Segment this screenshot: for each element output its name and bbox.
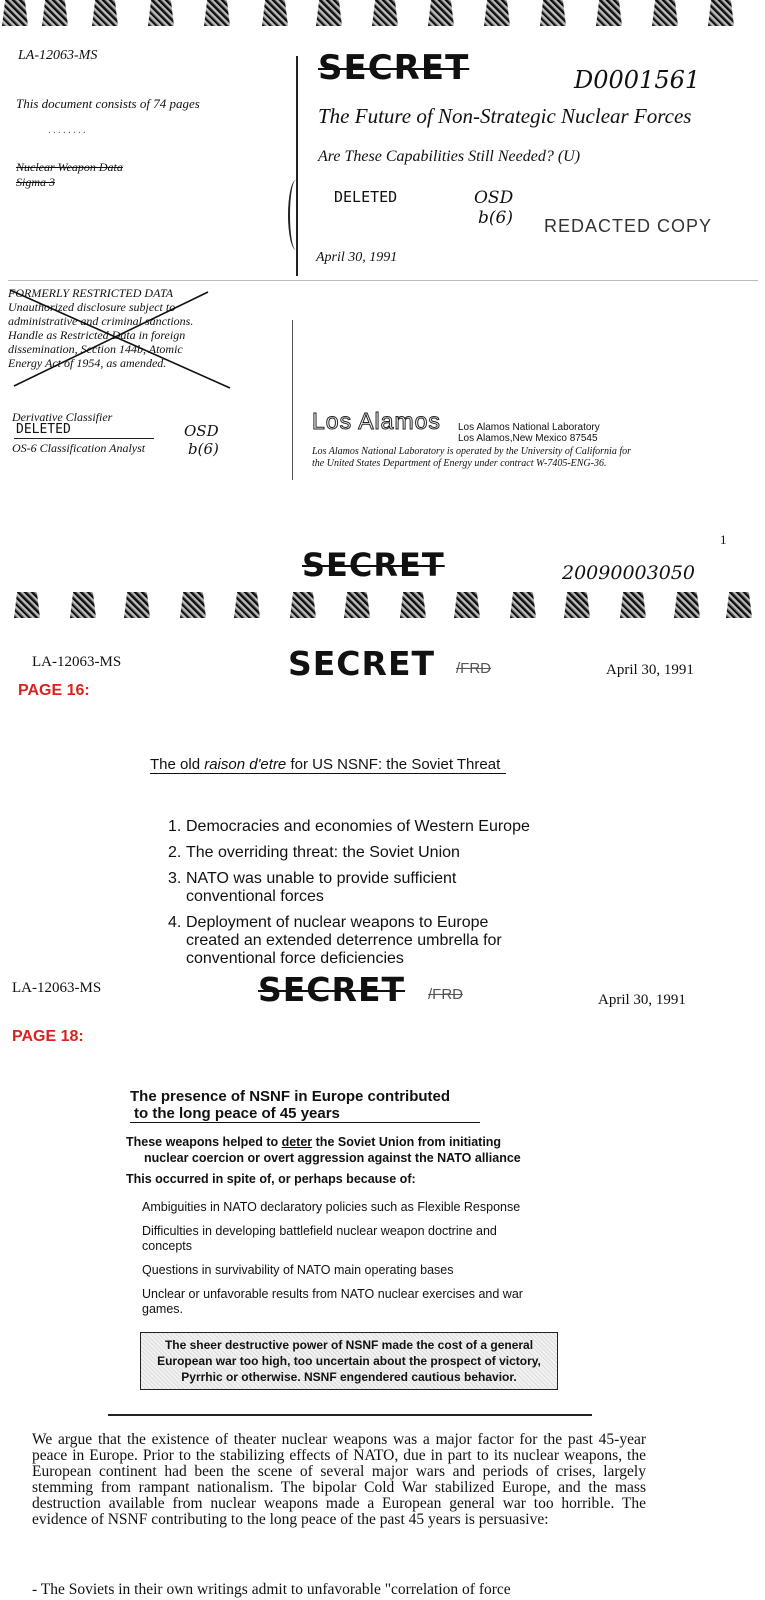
list-item: 3. NATO was unable to provide sufficient conventional forces bbox=[168, 870, 457, 905]
document-subtitle: Are These Capabilities Still Needed? (U) bbox=[318, 148, 581, 165]
frd-line: Unauthorized disclosure subject to bbox=[8, 300, 176, 314]
page16-frd: /FRD bbox=[456, 660, 491, 677]
secret-stamp-top: SECRET bbox=[318, 48, 470, 88]
handwritten-osd: OSD bbox=[474, 188, 514, 208]
page16-secret: SECRET bbox=[288, 644, 435, 683]
redacted-copy-label: REDACTED COPY bbox=[544, 216, 713, 236]
registration-marks-bottom bbox=[0, 592, 765, 622]
deter-statement: These weapons helped to deter the Soviet Union from initiating nuclear coercion or overt aggression against the NATO alliance bbox=[126, 1135, 521, 1165]
hand-bracket bbox=[288, 180, 304, 250]
list-item: 4. Deployment of nuclear weapons to Europe created an extended deterrence umbrella for conventional force deficiencies bbox=[168, 914, 502, 967]
frd-line: FORMERLY RESTRICTED DATA bbox=[8, 286, 174, 300]
frd-line: Handle as Restricted Data in foreign bbox=[8, 328, 186, 342]
frd-line: dissemination, Section 144b, Atomic bbox=[8, 342, 183, 356]
page18-secret: SECRET bbox=[258, 970, 405, 1009]
nuclear-weapon-data-line: Nuclear Weapon Data bbox=[16, 160, 123, 174]
classification-analyst: OS-6 Classification Analyst bbox=[12, 441, 146, 455]
handwritten-osd-2: OSD bbox=[184, 422, 219, 440]
section-divider bbox=[108, 1414, 592, 1416]
cover-fold-line bbox=[8, 280, 758, 281]
title-line: The presence of NSNF in Europe contributed bbox=[130, 1088, 451, 1105]
document-title: The Future of Non-Strategic Nuclear Forces bbox=[318, 104, 692, 128]
title-line: to the long peace of 45 years bbox=[134, 1105, 340, 1122]
page18-report-number: LA-12063-MS bbox=[12, 980, 102, 996]
list-item: 1. Democracies and economies of Western Europe bbox=[168, 818, 530, 835]
signature-line bbox=[14, 438, 154, 439]
deleted-stamp: DELETED bbox=[334, 188, 398, 206]
page18-frd: /FRD bbox=[428, 986, 463, 1003]
list-item: 2. The overriding threat: the Soviet Union bbox=[168, 844, 460, 861]
cover-vertical-rule-2 bbox=[292, 320, 293, 480]
cover-report-number: LA-12063-MS bbox=[18, 48, 98, 63]
lanl-city: Los Alamos,New Mexico 87545 bbox=[458, 433, 598, 444]
cross-out-mark bbox=[8, 286, 238, 396]
deter-word: deter bbox=[281, 1135, 313, 1149]
title-italic: raison d'etre bbox=[204, 756, 287, 773]
classifier-deleted-stamp: DELETED bbox=[16, 422, 71, 437]
page16-label: PAGE 16: bbox=[18, 682, 90, 699]
spite-statement: This occurred in spite of, or perhaps because of: bbox=[126, 1172, 416, 1186]
page16-slide-title bbox=[150, 756, 506, 774]
los-alamos-logo: Los Alamos bbox=[312, 408, 441, 434]
handwritten-b6-2: b(6) bbox=[188, 440, 219, 458]
ambiguity-list bbox=[142, 1200, 562, 1317]
cover-date: April 30, 1991 bbox=[316, 250, 398, 265]
page16-report-number: LA-12063-MS bbox=[32, 654, 122, 670]
list-item: Difficulties in developing battlefield nuclear weapon doctrine and concepts bbox=[142, 1224, 497, 1253]
handwritten-b6: b(6) bbox=[478, 208, 513, 228]
body-last-line: - The Soviets in their own writings admit to unfavorable "correlation of force bbox=[32, 1582, 511, 1598]
lanl-name: Los Alamos National Laboratory bbox=[458, 422, 600, 433]
registration-marks-top bbox=[0, 0, 765, 30]
title-part: for US NSNF: the Soviet Threat bbox=[286, 756, 501, 773]
list-item: Unclear or unfavorable results from NATO nuclear exercises and war games. bbox=[142, 1287, 523, 1316]
handwritten-doc-id: D0001561 bbox=[574, 66, 701, 94]
lanl-operator-line1: Los Alamos National Laboratory is operated by the University of California for bbox=[312, 446, 631, 457]
cover-pages-note: This document consists of 74 pages bbox=[16, 96, 200, 111]
page16-date: April 30, 1991 bbox=[606, 662, 694, 678]
handwritten-bottom-id: 20090003050 bbox=[562, 562, 695, 584]
page18-date: April 30, 1991 bbox=[598, 992, 686, 1008]
frd-line: Energy Act of 1954, as amended. bbox=[8, 356, 167, 370]
frd-line: administrative and criminal sanctions. bbox=[8, 314, 194, 328]
body-paragraph: We argue that the existence of theater nuclear weapons was a major factor for the past 45-year peace in Europe. Prior to the stabilizing effects of NATO, due in part to its nuclear weapons, the European continent had been the scene of several major wars and periods of crises, largely stemming from rampant nationalism. The bipolar Cold War stabilized Europe, and the mass destruction available from nuclear weapons made a European general war too horrible. The evidence of NSNF contributing to the long peace of the past 45 years is persuasive: bbox=[32, 1431, 646, 1528]
list-item: Ambiguities in NATO declaratory policies such as Flexible Response bbox=[142, 1200, 521, 1214]
frd-notice bbox=[8, 286, 238, 396]
conclusion-box: The sheer destructive power of NSNF made the cost of a general European war too high, too uncertain about the prospect of victory, Pyrrhic or otherwise. NSNF engendered cautious behavior. bbox=[140, 1332, 558, 1390]
cover-scribble: · · · · · · · · bbox=[48, 128, 86, 139]
sigma-line: Sigma 3 bbox=[16, 175, 55, 189]
cover-page-number: 1 bbox=[720, 532, 727, 547]
lanl-operator-line2: the United States Department of Energy under contract W-7405-ENG-36. bbox=[312, 458, 607, 469]
page18-slide-title bbox=[130, 1088, 480, 1123]
page18-label: PAGE 18: bbox=[12, 1028, 84, 1045]
list-item: Questions in survivability of NATO main operating bases bbox=[142, 1263, 454, 1277]
derivative-classifier-label: Derivative Classifier bbox=[12, 410, 113, 424]
title-part: The old bbox=[150, 756, 205, 773]
soviet-threat-list bbox=[168, 818, 588, 968]
secret-stamp-bottom: SECRET bbox=[302, 546, 445, 584]
